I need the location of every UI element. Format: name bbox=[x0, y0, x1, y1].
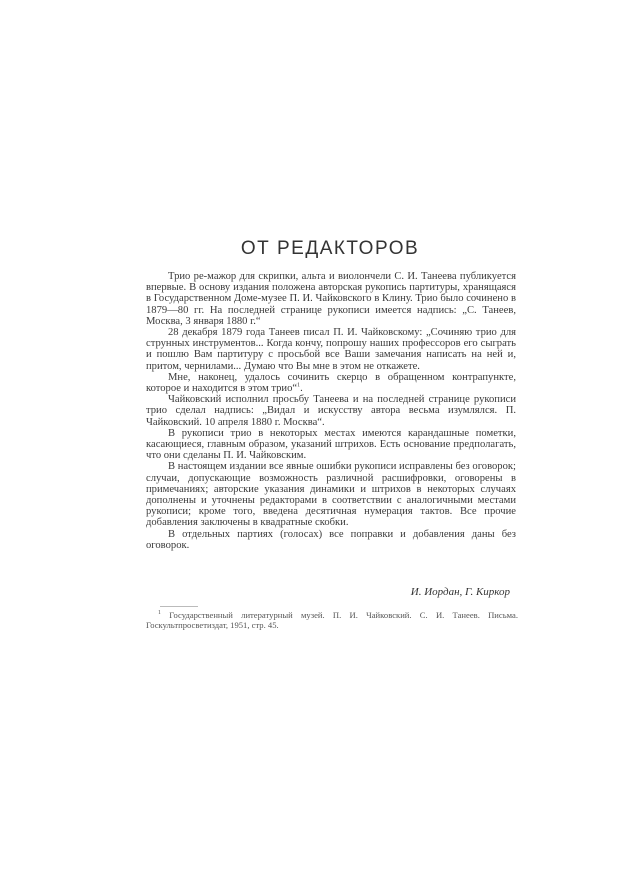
paragraph-7: В отдельных партиях (голосах) все поправки и добавления даны без оговорок. bbox=[146, 528, 516, 551]
footnote-reference-punct: . bbox=[300, 383, 303, 395]
paragraph-6: В настоящем издании все явные ошибки рукописи исправлены без оговорок; случаи, допускающие возможность различной расшифровки, оговорены в примечаниях; авторские указания динамики и штрихов в некоторых случаях дополнены и уточнены редакторами в соответствии с аналогичными местами рукописи; кроме того, введена десятичная нумерация тактов. Все прочие добавления заключены в квадратные скобки. bbox=[146, 461, 516, 529]
page-title: ОТ РЕДАКТОРОВ bbox=[240, 237, 420, 259]
footnote-text: Государственный литературный музей. П. И. Чайковский. С. И. Танеев. Письма. Госкультпросветиздат, 1951, стр. 45. bbox=[146, 610, 518, 630]
paragraph-5: В рукописи трио в некоторых местах имеются карандашные пометки, касающиеся, главным образом, указаний штрихов. Есть основание предполагать, что они сделаны П. И. Чайковским. bbox=[146, 427, 516, 462]
footnote bbox=[146, 610, 518, 630]
editors-preface-body bbox=[146, 271, 516, 551]
paragraph-1: Трио ре-мажор для скрипки, альта и виолончели С. И. Танеева публикуется впервые. В основу издания положена авторская рукопись партитуры, хранящаяся в Государственном Доме-музее П. И. Чайковского в Клину. Трио было сочинено в 1879—80 гг. На последней странице рукописи имеется надпись: „С. Танеев, Москва, 3 января 1880 г.“ bbox=[146, 271, 516, 327]
paragraph-3-text: Мне, наконец, удалось сочинить скерцо в обращенном контрапункте, которое и находится в этом трио“ bbox=[146, 371, 516, 395]
footnote-divider bbox=[160, 606, 198, 607]
paragraph-3 bbox=[146, 372, 516, 394]
paragraph-4: Чайковский исполнил просьбу Танеева и на последней странице рукописи трио сделал надпись: „Видал и искусству автора весьма изумлялся. П. Чайковский. 10 апреля 1880 г. Москва“. bbox=[146, 394, 516, 428]
signature: И. Иордан, Г. Киркор bbox=[410, 586, 510, 598]
footnote-marker: 1 bbox=[158, 610, 161, 617]
paragraph-2: 28 декабря 1879 года Танеев писал П. И. Чайковскому: „Сочиняю трио для струнных инструментов... Когда кончу, попрошу наших профессоров его сыграть и пошлю Вам партитуру с просьбой все Ваши замечания написать на ней и, притом, чернилами... Думаю что Вы мне в этом не откажете. bbox=[146, 327, 516, 372]
footnote-reference: 1 bbox=[297, 382, 301, 389]
